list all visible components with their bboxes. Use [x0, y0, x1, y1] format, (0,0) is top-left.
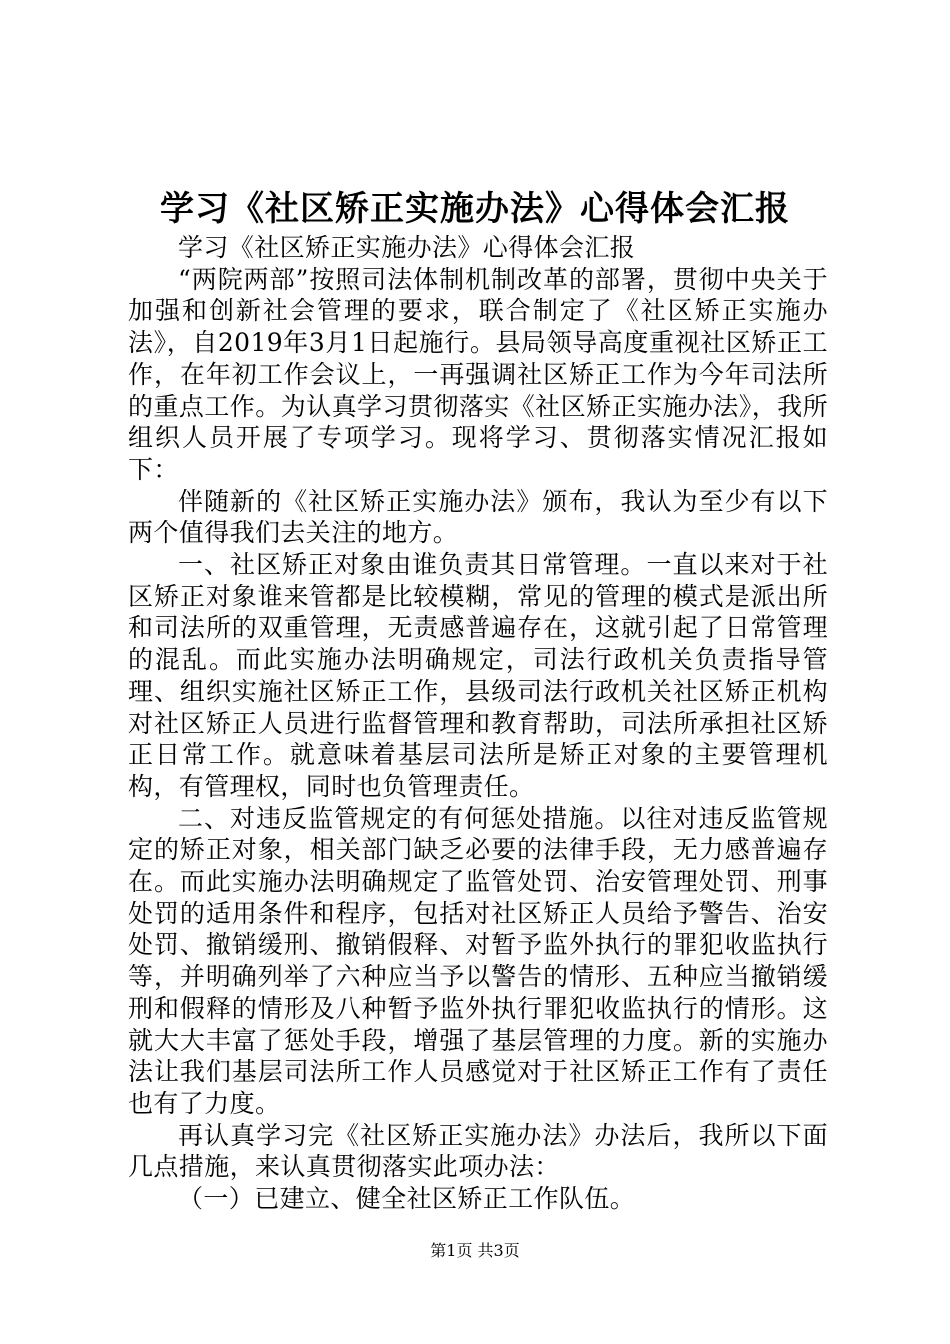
page-title: 学习《社区矫正实施办法》心得体会汇报 — [160, 189, 790, 229]
paragraph-point-two: 二、对违反监管规定的有何惩处措施。以往对违反监管规定的矫正对象，相关部门缺乏必要的法律手段，无力感普遍存在。而此实施办法明确规定了监管处罚、治安管理处罚、刑事处罚的适用条件和程序，包括对社区矫正人员给予警告、治安处罚、撤销缓刑、撤销假释、对暂予监外执行的罪犯收监执行等，并明确列举了六种应当予以警告的情形、五种应当撤销缓刑和假释的情形及八种暂予监外执行罪犯收监执行的情形。这就大大丰富了惩处手段，增强了基层管理的力度。新的实施办法让我们基层司法所工作人员感觉对于社区矫正工作有了责任也有了力度。 — [128, 803, 828, 1118]
paragraph-measures: 再认真学习完《社区矫正实施办法》办法后，我所以下面几点措施，来认真贯彻落实此项办法： — [128, 1120, 828, 1182]
paragraph-measure-one: （一）已建立、健全社区矫正工作队伍。 — [178, 1184, 636, 1214]
paragraph-heading-repeat: 学习《社区矫正实施办法》心得体会汇报 — [178, 233, 636, 262]
paragraph-overview: 伴随新的《社区矫正实施办法》颁布，我认为至少有以下两个值得我们去关注的地方。 — [128, 486, 828, 548]
paragraph-point-one: 一、社区矫正对象由谁负责其日常管理。一直以来对于社区矫正对象谁来管都是比较模糊，常见的管理的模式是派出所和司法所的双重管理，无责感普遍存在，这就引起了日常管理的混乱。而此实施办法明确规定，司法行政机关负责指导管理、组织实施社区矫正工作，县级司法行政机关社区矫正机构对社区矫正人员进行监督管理和教育帮助，司法所承担社区矫正日常工作。就意味着基层司法所是矫正对象的主要管理机构，有管理权，同时也负管理责任。 — [128, 550, 828, 801]
page-number-footer: 第1页 共3页 — [430, 1241, 520, 1260]
paragraph-intro: “两院两部”按照司法体制机制改革的部署，贯彻中央关于加强和创新社会管理的要求，联合制定了《社区矫正实施办法》，自2019年3月1日起施行。县局领导高度重视社区矫正工作，在年初工作会议上，一再强调社区矫正工作为今年司法所的重点工作。为认真学习贯彻落实《社区矫正实施办法》，我所组织人员开展了专项学习。现将学习、贯彻落实情况汇报如下： — [128, 264, 828, 484]
document-body — [128, 232, 828, 1215]
